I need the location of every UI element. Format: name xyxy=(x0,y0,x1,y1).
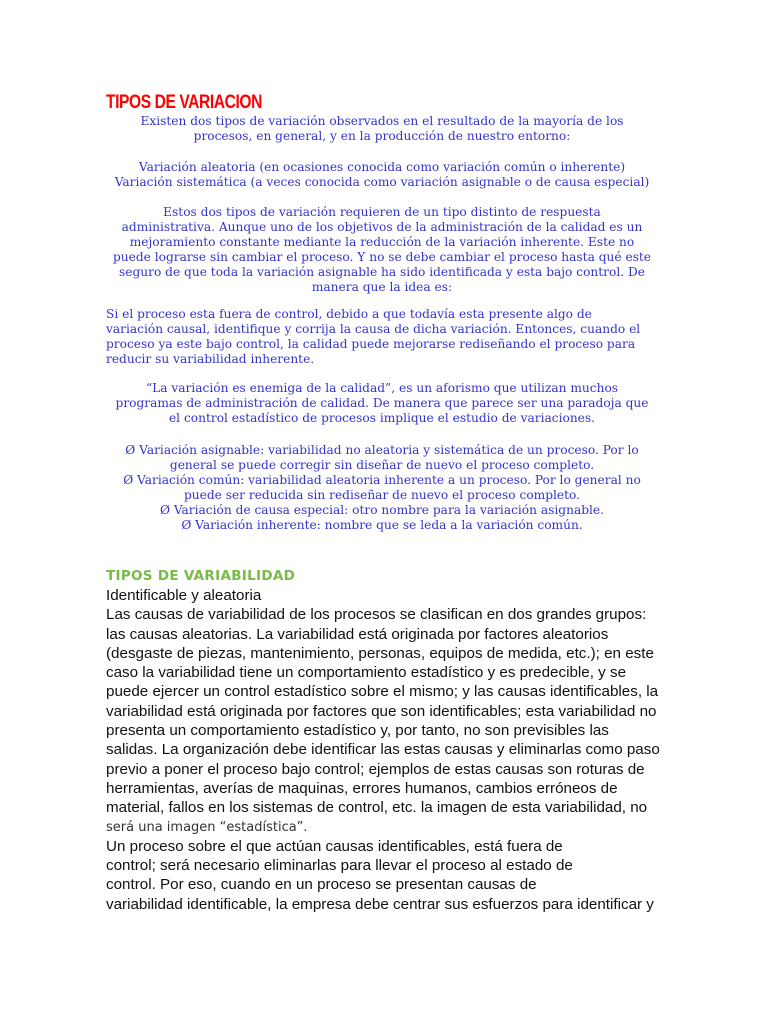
text-line: caso la variabilidad tiene un comportamiento estadístico y es predecible, y se xyxy=(106,664,627,682)
list-item: Ø Variación de causa especial: otro nombre para la variación asignable. xyxy=(159,503,604,517)
body-paragraph xyxy=(106,586,666,914)
list-item: Ø Variación común: variabilidad aleatoria inherente a un proceso. Por lo general no xyxy=(123,473,641,487)
text-line: Un proceso sobre el que actúan causas identificables, está fuera de xyxy=(106,837,563,855)
text-line: Existen dos tipos de variación observados en el resultado de la mayoría de los xyxy=(140,114,624,128)
intro-paragraph xyxy=(104,114,660,144)
response-paragraph xyxy=(104,205,660,295)
text-line: reducir su variabilidad inherente. xyxy=(106,352,315,366)
list-item: general se puede corregir sin diseñar de nuevo el proceso completo. xyxy=(169,458,595,472)
text-line: será una imagen “estadística”. xyxy=(106,819,308,835)
text-line: salidas. La organización debe identificar las estas causas y eliminarlas como paso xyxy=(106,741,660,759)
variation-types xyxy=(104,160,660,190)
text-line: manera que la idea es: xyxy=(311,280,453,294)
text-line: presenta un comportamiento estadístico y, por tanto, no son previsibles las xyxy=(106,722,609,740)
text-line: herramientas, averías de maquinas, errores humanos, cambios erróneos de xyxy=(106,779,618,797)
list-item: Ø Variación asignable: variabilidad no aleatoria y sistemática de un proceso. Por lo xyxy=(125,443,639,457)
text-line: administrativa. Aunque uno de los objetivos de la administración de la calidad es un xyxy=(121,220,643,234)
text-line: Variación sistemática (a veces conocida como variación asignable o de causa especial) xyxy=(114,175,650,189)
list-item: Ø Variación inherente: nombre que se leda a la variación común. xyxy=(181,518,583,532)
text-line: puede ejercer un control estadístico sobre el mismo; y las causas identificables, la xyxy=(106,683,659,701)
list-item: puede ser reducida sin rediseñar de nuevo el proceso completo. xyxy=(183,488,581,502)
text-line: seguro de que toda la variación asignable ha sido identificada y esta bajo control. De xyxy=(119,265,645,279)
text-line: previo a poner el proceso bajo control; ejemplos de estas causas son roturas de xyxy=(106,760,645,778)
text-line: Estos dos tipos de variación requieren de un tipo distinto de respuesta xyxy=(163,205,601,219)
text-line: variabilidad está originada por factores que son identificables; esta variabilidad no xyxy=(106,702,657,720)
text-line: puede lograrse sin cambiar el proceso. Y no se debe cambiar el proceso hasta qué este xyxy=(112,250,652,264)
page-title: TIPOS DE VARIACION xyxy=(106,92,262,113)
text-line: variabilidad identificable, la empresa debe centrar sus esfuerzos para identificar y xyxy=(106,895,654,913)
text-line: Identificable y aleatoria xyxy=(106,587,262,604)
text-line: programas de administración de calidad. De manera que parece ser una paradoja que xyxy=(115,396,649,410)
text-line: control. Por eso, cuando en un proceso se presentan causas de xyxy=(106,876,537,894)
text-line: material, fallos en los sistemas de control, etc. la imagen de esta variabilidad, no xyxy=(106,799,648,817)
text-line: control; será necesario eliminarlas para llevar el proceso al estado de xyxy=(106,857,573,875)
text-line: las causas aleatorias. La variabilidad está originada por factores aleatorios xyxy=(106,625,609,643)
text-line: procesos, en general, y en la producción de nuestro entorno: xyxy=(193,129,571,143)
definitions-list xyxy=(104,443,660,533)
section-heading: TIPOS DE VARIABILIDAD xyxy=(106,568,296,584)
text-line: Variación aleatoria (en ocasiones conocida como variación común o inherente) xyxy=(138,160,626,174)
text-line: Las causas de variabilidad de los procesos se clasifican en dos grandes grupos: xyxy=(106,606,647,624)
text-line: “La variación es enemiga de la calidad”, es un aforismo que utilizan muchos xyxy=(145,381,619,395)
text-line: variación causal, identifique y corrija la causa de dicha variación. Entonces, cuando el xyxy=(106,322,641,336)
text-line: proceso ya este bajo control, la calidad puede mejorarse rediseñando el proceso para xyxy=(106,337,636,351)
quote-paragraph xyxy=(104,381,660,426)
text-line: Si el proceso esta fuera de control, debido a que todavía esta presente algo de xyxy=(106,307,592,321)
text-line: mejoramiento constante mediante la reducción de la variación inherente. Este no xyxy=(129,235,635,249)
idea-paragraph xyxy=(106,307,662,367)
text-line: (desgaste de piezas, mantenimiento, personas, equipos de medida, etc.); en este xyxy=(106,644,654,662)
text-line: el control estadístico de procesos implique el estudio de variaciones. xyxy=(168,411,596,425)
